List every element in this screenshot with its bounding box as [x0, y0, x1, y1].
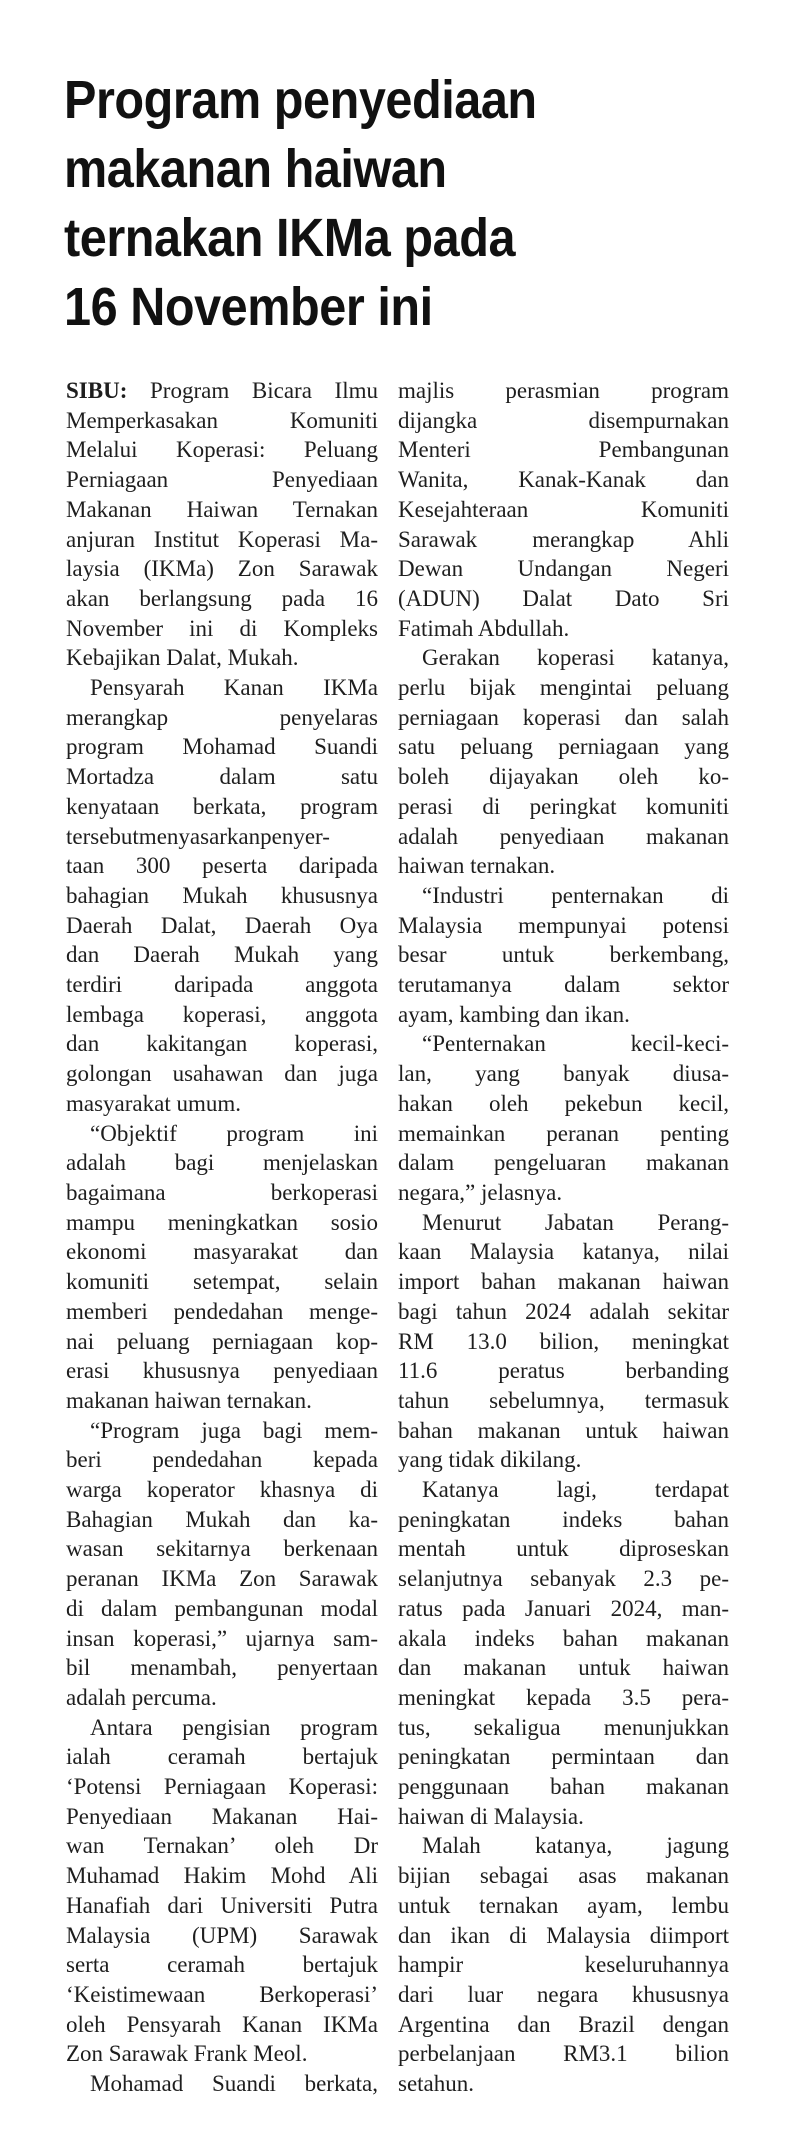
text-line: komuniti setempat, selain [66, 1269, 378, 1295]
text-line: Antara pengisian program [90, 1714, 378, 1740]
article-paragraph [398, 1831, 729, 2098]
text-line: bil menambah, penyertaan [66, 1655, 378, 1681]
text-line: Perniagaan Penyediaan [66, 467, 378, 493]
text-line: Hanafiah dari Universiti Putra [66, 1892, 378, 1918]
text-line: peningkatan permintaan dan [398, 1744, 729, 1770]
text-line: bagi tahun 2024 adalah sekitar [398, 1298, 729, 1324]
text-line: program Mohamad Suandi [66, 734, 378, 760]
text-line: ayam, kambing dan ikan. [398, 1001, 630, 1027]
text-line: Mohamad Suandi berkata, [90, 2071, 378, 2097]
text-line: beri pendedahan kepada [66, 1447, 378, 1473]
text-line: laysia (IKMa) Zon Sarawak [66, 556, 378, 582]
text-line: majlis perasmian program [398, 378, 729, 403]
article-column-right [398, 376, 729, 2099]
text-line: wasan sekitarnya berkenaan [66, 1536, 378, 1562]
text-line: Malaysia mempunyai potensi [398, 912, 729, 938]
text-line: terdiri daripada anggota [66, 972, 378, 998]
text-line: penggunaan bahan makanan [398, 1774, 729, 1800]
article-paragraph [66, 1119, 378, 1416]
text-line: oleh Pensyarah Kanan IKMa [66, 2011, 378, 2037]
text-line: Katanya lagi, terdapat [422, 1477, 729, 1503]
text-line: ‘Potensi Perniagaan Koperasi: [66, 1774, 378, 1800]
article-paragraph [398, 643, 729, 881]
text-line: Kesejahteraan Komuniti [398, 496, 729, 522]
text-line: Melalui Koperasi: Peluang [66, 437, 378, 463]
text-line: perasi di peringkat komuniti [398, 793, 729, 819]
text-line: memberi pendedahan menge- [66, 1298, 378, 1324]
text-line: Wanita, Kanak-Kanak dan [398, 467, 729, 493]
text-line: akala indeks bahan makanan [398, 1625, 729, 1651]
text-line: hampir keseluruhannya [398, 1952, 729, 1978]
article-column-left [66, 376, 378, 2099]
text-line: ‘Keistimewaan Berkoperasi’ [66, 1981, 378, 2007]
text-line: “Penternakan kecil-keci- [422, 1031, 729, 1057]
text-line: masyarakat umum. [66, 1090, 242, 1116]
text-line: bahagian Mukah khususnya [66, 882, 378, 908]
text-line: dan makanan untuk haiwan [398, 1655, 729, 1681]
text-line: Argentina dan Brazil dengan [398, 2011, 729, 2037]
text-line: ialah ceramah bertajuk [66, 1744, 378, 1770]
text-line: anjuran Institut Koperasi Ma- [66, 526, 378, 552]
text-line: peranan IKMa Zon Sarawak [66, 1566, 378, 1592]
text-line: dan kakitangan koperasi, [66, 1031, 378, 1057]
text-line: tus, sekaligua menunjukkan [398, 1714, 729, 1740]
text-line: erasi khususnya penyediaan [66, 1358, 378, 1384]
article-paragraph [398, 376, 729, 643]
text-line: mentah untuk diproseskan [398, 1536, 729, 1562]
text-line: Malaysia (UPM) Sarawak [66, 1922, 378, 1948]
text-line: adalah bagi menjelaskan [66, 1150, 378, 1176]
article-paragraph [66, 1416, 378, 1713]
text-line: memainkan peranan penting [398, 1120, 729, 1146]
text-line: Pensyarah Kanan IKMa [90, 675, 378, 701]
text-line: di dalam pembangunan modal [66, 1595, 378, 1621]
text-line: Makanan Haiwan Ternakan [66, 496, 378, 522]
text-line: ekonomi masyarakat dan [66, 1239, 378, 1265]
text-line: besar untuk berkembang, [398, 942, 729, 968]
text-line: import bahan makanan haiwan [398, 1269, 729, 1295]
text-line: dalam pengeluaran makanan [398, 1150, 729, 1176]
text-line: yang tidak dikilang. [398, 1447, 582, 1473]
text-line [66, 376, 378, 406]
text-line: hakan oleh pekebun kecil, [398, 1090, 729, 1116]
text-line: “Program juga bagi mem- [90, 1417, 378, 1443]
text-line: ratus pada Januari 2024, man- [398, 1595, 729, 1621]
text-line: RM 13.0 bilion, meningkat [398, 1328, 729, 1354]
text-line: makanan haiwan ternakan. [66, 1387, 312, 1413]
text-line: perniagaan koperasi dan salah [398, 704, 729, 730]
text-line: haiwan ternakan. [398, 853, 556, 879]
text-line: dijangka disempurnakan [398, 407, 729, 433]
text-line: tersebutmenyasarkanpenyer- [66, 823, 330, 849]
article-paragraph [398, 1029, 729, 1207]
text-line: satu peluang perniagaan yang [398, 734, 729, 760]
article-paragraph [398, 881, 729, 1030]
article-paragraph [398, 1475, 729, 1831]
text-line: (ADUN) Dalat Dato Sri [398, 585, 729, 611]
text-line: “Objektif program ini [90, 1120, 378, 1146]
text-line: akan berlangsung pada 16 [66, 585, 378, 611]
text-line: terutamanya dalam sektor [398, 972, 729, 998]
article-headline [64, 66, 712, 342]
text-line: Memperkasakan Komuniti [66, 407, 378, 433]
text-line: Sarawak merangkap Ahli [398, 526, 729, 552]
text-line: November ini di Kompleks [66, 615, 378, 641]
text-line: dan Daerah Mukah yang [66, 942, 378, 968]
text-line: “Industri penternakan di [422, 882, 729, 908]
text-line: setahun. [398, 2071, 475, 2097]
text-line: nai peluang perniagaan kop- [66, 1328, 378, 1354]
text-line: boleh dijayakan oleh ko- [398, 764, 729, 790]
text-line: Menurut Jabatan Perang- [422, 1209, 729, 1235]
text-line: lembaga koperasi, anggota [66, 1001, 378, 1027]
headline-line: ternakan IKMa pada [64, 208, 516, 268]
text-line: insan koperasi,” ujarnya sam- [66, 1625, 378, 1651]
text-line: wan Ternakan’ oleh Dr [66, 1833, 378, 1859]
text-line: kaan Malaysia katanya, nilai [398, 1239, 729, 1265]
text-line: Menteri Pembangunan [398, 437, 729, 463]
text-line: perbelanjaan RM3.1 bilion [398, 2041, 729, 2067]
text-line: Zon Sarawak Frank Meol. [66, 2041, 308, 2067]
text-line: golongan usahawan dan juga [66, 1061, 378, 1087]
text-line: Muhamad Hakim Mohd Ali [66, 1863, 378, 1889]
text-line: Fatimah Abdullah. [398, 615, 570, 641]
text-line-content: Program Bicara Ilmu [127, 378, 378, 403]
text-line: 11.6 peratus berbanding [398, 1358, 729, 1384]
text-line: Kebajikan Dalat, Mukah. [66, 645, 299, 671]
text-line: adalah penyediaan makanan [398, 823, 729, 849]
text-line: taan 300 peserta daripada [66, 853, 378, 879]
article-paragraph [66, 673, 378, 1119]
text-line: adalah percuma. [66, 1684, 217, 1710]
text-line: Gerakan koperasi katanya, [422, 645, 729, 671]
text-line: dan ikan di Malaysia diimport [398, 1922, 729, 1948]
article-paragraph [66, 1713, 378, 2069]
text-line: Dewan Undangan Negeri [398, 556, 729, 582]
text-line: Bahagian Mukah dan ka- [66, 1506, 378, 1532]
text-line: selanjutnya sebanyak 2.3 pe- [398, 1566, 729, 1592]
text-line: Daerah Dalat, Daerah Oya [66, 912, 378, 938]
text-line: haiwan di Malaysia. [398, 1803, 584, 1829]
text-line: peningkatan indeks bahan [398, 1506, 729, 1532]
text-line: serta ceramah bertajuk [66, 1952, 378, 1978]
article-paragraph [398, 1208, 729, 1475]
text-line: tahun sebelumnya, termasuk [398, 1387, 729, 1413]
dateline: SIBU: [66, 378, 128, 403]
text-line: bahan makanan untuk haiwan [398, 1417, 729, 1443]
text-line: Mortadza dalam satu [66, 764, 378, 790]
text-line: lan, yang banyak diusa- [398, 1061, 729, 1087]
text-line: untuk ternakan ayam, lembu [398, 1892, 729, 1918]
text-line: mampu meningkatkan sosio [66, 1209, 378, 1235]
headline-line: 16 November ini [64, 277, 433, 337]
text-line: Malah katanya, jagung [422, 1833, 729, 1859]
article-paragraph [66, 2069, 378, 2099]
text-line: negara,” jelasnya. [398, 1179, 563, 1205]
text-line: bagaimana berkoperasi [66, 1179, 378, 1205]
headline-line: Program penyediaan [64, 70, 537, 130]
text-line: meningkat kepada 3.5 pera- [398, 1684, 729, 1710]
text-line: bijian sebagai asas makanan [398, 1863, 729, 1889]
text-line: kenyataan berkata, program [66, 793, 378, 819]
text-line: warga koperator khasnya di [66, 1477, 378, 1503]
text-line: dari luar negara khususnya [398, 1981, 729, 2007]
text-line: merangkap penyelaras [66, 704, 378, 730]
headline-line: makanan haiwan [64, 139, 447, 199]
text-line: perlu bijak mengintai peluang [398, 675, 729, 701]
text-line: Penyediaan Makanan Hai- [66, 1803, 378, 1829]
article-paragraph [66, 376, 378, 673]
